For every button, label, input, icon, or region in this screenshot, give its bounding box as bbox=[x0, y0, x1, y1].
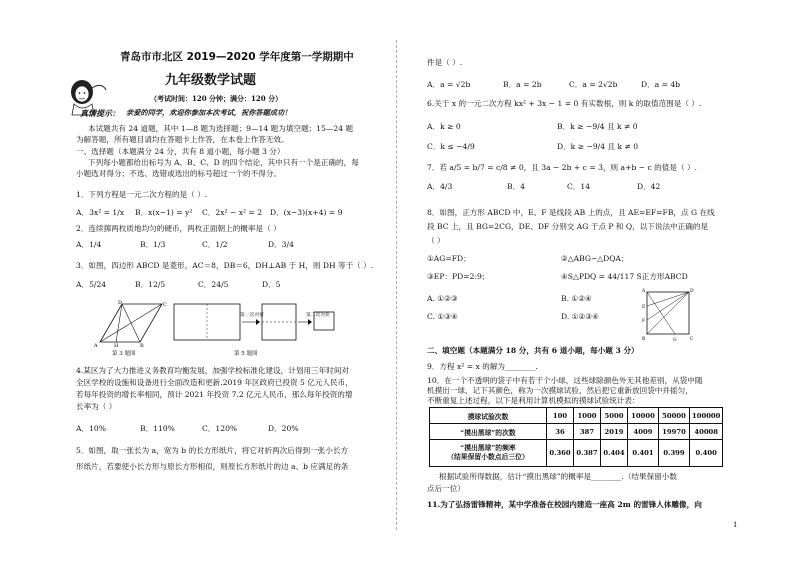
q5-option-a: A．a = √2b bbox=[427, 80, 471, 89]
q8-statement-2: ②△ABG∽△DQA； bbox=[561, 254, 629, 263]
q3-option-c: C．24/5 bbox=[198, 280, 229, 289]
right-page bbox=[397, 0, 794, 561]
section-1-heading: 一、选择题（本题满分 24 分，共有 8 道小题，每小题 3 分） bbox=[76, 147, 285, 156]
q5-option-c: C．a = 2√2b bbox=[569, 80, 618, 89]
question-7: 7．若 a/5 = b/7 = c/8 ≠ 0，且 3a − 2b + c = 3，则 a+b − c 的值是（ ）. bbox=[427, 163, 697, 172]
table-cell: 0.360 bbox=[547, 440, 574, 467]
table-cell: 0.400 bbox=[690, 440, 723, 467]
table-cell: 0.401 bbox=[628, 440, 659, 467]
table-row bbox=[430, 408, 723, 424]
figure-3-label: 第 3 题图 bbox=[112, 351, 136, 357]
q7-option-c: C．14 bbox=[567, 182, 591, 191]
table-row bbox=[430, 424, 723, 440]
q8-option-b: B. ①②④ bbox=[561, 294, 592, 303]
question-10-line-3: 不断重复上述过程，以下是利用计算机模拟的摸球试验统计表： bbox=[427, 396, 640, 405]
section-1-desc-1: 下列每小题都给出标号为 A、B、C、D 的四个结论，其中只有一个是正确的，每 bbox=[88, 158, 359, 167]
table-cell: 50000 bbox=[659, 408, 690, 424]
question-10-line-4: 根据试验所得数据，估计“摸出黑球”的概率是________.（结果保留小数 bbox=[439, 472, 677, 481]
q5-continuation: 件是（ ）. bbox=[427, 58, 463, 67]
table-cell: 19970 bbox=[659, 424, 690, 440]
question-4-line-1: 4.某区为了大力推进义务教育均衡发展，加强学校标准化建设，计划用三年时间对 bbox=[76, 366, 350, 375]
q6-option-b: B．k ≥ −9/4 且 k ≠ 0 bbox=[557, 122, 638, 131]
figure-3-rhombus bbox=[90, 300, 170, 348]
q1-option-a: A．3x² = 1/x bbox=[76, 208, 125, 217]
table-cell: 0.404 bbox=[601, 440, 628, 467]
q7-option-b: B．4 bbox=[507, 182, 526, 191]
q2-option-d: D．3/4 bbox=[268, 240, 294, 249]
question-9: 9．方程 x² = x 的解为________. bbox=[427, 362, 538, 371]
question-8-line-3: （ ） bbox=[427, 236, 445, 245]
question-4-line-4: 长率为（ ） bbox=[76, 402, 117, 411]
table-cell: 5000 bbox=[601, 408, 628, 424]
q8-option-d: D. ①②③④ bbox=[561, 312, 599, 321]
svg-text:E: E bbox=[642, 305, 646, 310]
svg-text:C: C bbox=[690, 337, 694, 342]
q1-option-c: C．2x² − x² = 2 bbox=[202, 208, 263, 217]
svg-text:A: A bbox=[642, 289, 646, 294]
experiment-table bbox=[429, 407, 723, 467]
exam-info: （考试时间：120 分钟；满分：120 分） bbox=[150, 94, 283, 103]
table-cell: 36 bbox=[547, 424, 574, 440]
table-cell: “摸出黑球”的次数 bbox=[430, 424, 547, 440]
question-6: 6.关于 x 的一元二次方程 kx² + 3x − 1 = 0 有实数根，则 k 的取值范围是（ ）. bbox=[427, 99, 702, 108]
question-8-line-1: 8．如图，正方形 ABCD 中，E、F 是线段 AB 上的点，且 AE=EF=FB，点 G 在线 bbox=[427, 208, 715, 217]
table-cell: 100000 bbox=[690, 408, 723, 424]
table-row bbox=[430, 440, 723, 467]
q5-option-b: B．a = 2b bbox=[503, 80, 542, 89]
table-cell: 387 bbox=[574, 424, 601, 440]
q4-option-d: D．20% bbox=[268, 424, 299, 433]
q4-option-b: B．110% bbox=[140, 424, 175, 433]
svg-text:G: G bbox=[673, 338, 677, 343]
tip-label: 真情提示： bbox=[80, 108, 120, 118]
q6-option-a: A．k ≥ 0 bbox=[427, 122, 461, 131]
fold-2-label: 第二次对折 bbox=[306, 313, 330, 318]
svg-text:F: F bbox=[642, 319, 646, 324]
table-cell: “摸出黑球”的频率 （结果保留小数点后三位） bbox=[430, 440, 547, 467]
table-cell: 1000 bbox=[574, 408, 601, 424]
q2-option-c: C．1/2 bbox=[202, 240, 228, 249]
q5-option-d: D．a = 4b bbox=[641, 80, 681, 89]
question-10-line-5: 点后一位） bbox=[427, 484, 465, 493]
table-cell: 10000 bbox=[628, 408, 659, 424]
q3-option-b: B．12/5 bbox=[135, 280, 166, 289]
table-cell: 40008 bbox=[690, 424, 723, 440]
q3-option-a: A．5/24 bbox=[76, 280, 107, 289]
q2-option-b: B．1/3 bbox=[140, 240, 166, 249]
table-cell: 4009 bbox=[628, 424, 659, 440]
question-10-line-2: 机摸出一球，记下其颜色，称为一次摸球试验，然后把它重新放回袋中并摇匀， bbox=[427, 386, 693, 395]
svg-text:B: B bbox=[140, 343, 144, 348]
tip-text: 亲爱的同学，欢迎你参加本次考试，祝你答题成功！ bbox=[126, 108, 292, 117]
figure-5-folding bbox=[168, 300, 340, 348]
svg-text:C: C bbox=[163, 302, 167, 308]
svg-text:A: A bbox=[94, 343, 98, 348]
question-11: 11.为了弘扬雷锋精神，某中学准备在校园内建造一座高 2m 的雷锋人体雕像，向 bbox=[427, 500, 702, 509]
q7-option-d: D．42 bbox=[637, 182, 661, 191]
q8-option-c: C. ①③④ bbox=[427, 312, 458, 321]
intro-line-2: 为解答题，所有题目请均在答题卡上作答，在本卷上作答无效。 bbox=[76, 135, 289, 144]
question-10-line-1: 10．在一个不透明的袋子中有若干个小球，这些球除颜色外无其他差别，从袋中随 bbox=[427, 376, 703, 385]
figure-8-square bbox=[641, 284, 697, 344]
question-5-line-1: 5．如图，取一张长为 a，宽为 b 的长方形纸片，将它对折两次后得到一张小长方 bbox=[76, 446, 349, 455]
q8-statement-4: ④S△PDQ = 44/117 S正方形ABCD bbox=[561, 272, 688, 281]
table-cell: 摸球试验次数 bbox=[430, 408, 547, 424]
table-cell: 100 bbox=[547, 408, 574, 424]
question-1: 1．下列方程是一元二次方程的是（ ）. bbox=[76, 190, 208, 199]
q4-option-a: A．10% bbox=[76, 424, 106, 433]
question-4-line-3: 若每年投资的增长率相同，预计 2021 年投资 7.2 亿元人民币，那么每年投资的增 bbox=[76, 390, 353, 399]
svg-text:D: D bbox=[118, 300, 123, 306]
table-cell: 2019 bbox=[601, 424, 628, 440]
q4-option-c: C．120% bbox=[202, 424, 238, 433]
q8-statement-3: ③EP：PD=2:9； bbox=[427, 272, 490, 281]
q1-option-d: D．(x−3)(x+4) = 9 bbox=[270, 208, 343, 217]
q3-option-d: D．5 bbox=[262, 280, 281, 289]
fold-1-label: 第一次对折 bbox=[240, 313, 264, 318]
intro-line-1: 本试题共有 24 道题，其中 1—8 题为选择题；9—14 题为填空题；15—24 题 bbox=[88, 124, 354, 133]
page-number: 1 bbox=[733, 521, 738, 529]
q6-option-c: C．k ≤ −4/9 bbox=[427, 142, 475, 151]
svg-text:H: H bbox=[114, 343, 119, 348]
table-cell: 0.387 bbox=[574, 440, 601, 467]
question-3: 3．如图，四边形 ABCD 是菱形，AC＝8，DB＝6，DH⊥AB 于 H，则 DH 等于（ ）. bbox=[76, 261, 374, 270]
svg-text:B: B bbox=[642, 337, 646, 342]
q8-statement-1: ①AG=FD； bbox=[427, 254, 471, 263]
question-2: 2．连续掷两枚质地均匀的硬币，两枚正面朝上的概率是（ ） bbox=[76, 224, 281, 233]
svg-text:D: D bbox=[690, 289, 694, 294]
exam-title: 青岛市市北区 2019—2020 学年度第一学期期中 bbox=[120, 51, 354, 63]
question-5-line-2: 形纸片，若要使小长方形与原长方形相似，则原长方形纸片的边 a、b 应满足的条 bbox=[76, 462, 349, 471]
exam-subtitle: 九年级数学试题 bbox=[165, 73, 257, 88]
q7-option-a: A．4/3 bbox=[427, 182, 453, 191]
q8-option-a: A. ①②③ bbox=[427, 294, 458, 303]
q2-option-a: A．1/4 bbox=[76, 240, 102, 249]
question-8-line-2: 段 BC 上，且 BG=2CG，DE、DF 分别交 AG 于点 P 和 Q，以下说法中正确的是 bbox=[427, 222, 709, 231]
question-4-line-2: 全区学校的设施和设备进行全面改造和更新.2019 年区政府已投资 5 亿元人民币， bbox=[76, 378, 353, 387]
table-cell: 0.399 bbox=[659, 440, 690, 467]
figure-5-label: 第 5 题图 bbox=[234, 351, 258, 357]
q6-option-d: D．k ≥ −9/4 且 k ≠ 0 bbox=[557, 142, 639, 151]
section-1-desc-2: 小题选对得分；不选、选错或选出的标号超过一个的不得分。 bbox=[76, 169, 282, 178]
section-2-heading: 二、填空题（本题满分 18 分，共有 6 道小题，每小题 3 分） bbox=[427, 346, 639, 355]
q1-option-b: B．x(x−1) = y² bbox=[135, 208, 193, 217]
